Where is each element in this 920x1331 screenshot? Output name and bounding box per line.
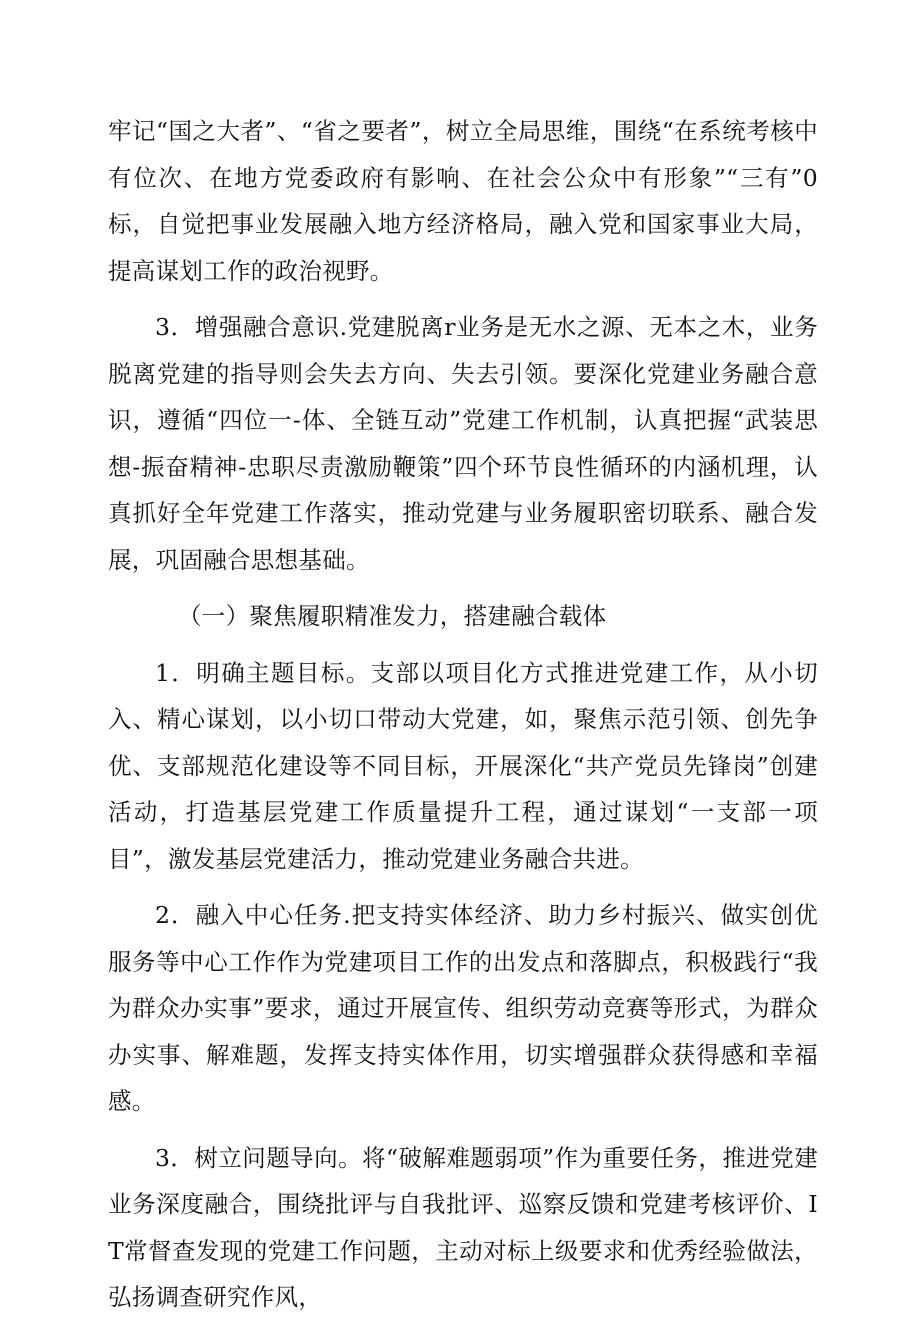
paragraph-item-3-fusion-awareness: 3．增强融合意识.党建脱离r业务是无水之源、无本之木，业务脱离党建的指导则会失去方向、失去引领。要深化党建业务融合意识，遵循“四位一-体、全链互动”党建工作机制，认真把握“武装思想-振奋精神-忠职尽责激励鞭策”四个环节良性循环的内涵机理，认真抓好全年党建工作落实，推动党建与业务履职密切联系、融合发展，巩固融合思想基础。 [108,313,818,574]
paragraph-item-1-theme-goals: 1．明确主题目标。支部以项目化方式推进党建工作，从小切入、精心谋划，以小切口带动大党建，如，聚焦示范引领、创先争优、支部规范化建设等不同目标，开展深化“共产党员先锋岗”创建活动，打造基层党建工作质量提升工程，通过谋划“一支部一项目”，激发基层党建活力，推动党建业务融合共进。 [108,658,818,873]
section-heading-1: （一）聚焦履职精准发力，搭建融合载体 [178,602,607,630]
paragraph-intro-continued: 牢记“国之大者”、“省之要者”，树立全局思维，围绕“在系统考核中有位次、在地方党委政府有影响、在社会公众中有形象”“三有”0标，自觉把事业发展融入地方经济格局，融入党和国家事业大局，提高谋划工作的政治视野。 [108,117,818,285]
paragraph-item-3-problem-orientation: 3．树立问题导向。将“破解难题弱项”作为重要任务，推进党建业务深度融合，围绕批评与自我批评、巡察反馈和党建考核评价、IT常督查发现的党建工作问题，主动对标上级要求和优秀经验做法，弘扬调查研究作风， [108,1143,818,1311]
document-body [108,108,818,1331]
paragraph-item-2-central-tasks: 2．融入中心任务.把支持实体经济、助力乡村振兴、做实创优服务等中心工作作为党建项目工作的出发点和落脚点，积极践行“我为群众办实事”要求，通过开展宣传、组织劳动竞赛等形式，为群众办实事、解难题，发挥支持实体作用，切实增强群众获得感和幸福感。 [108,901,818,1115]
